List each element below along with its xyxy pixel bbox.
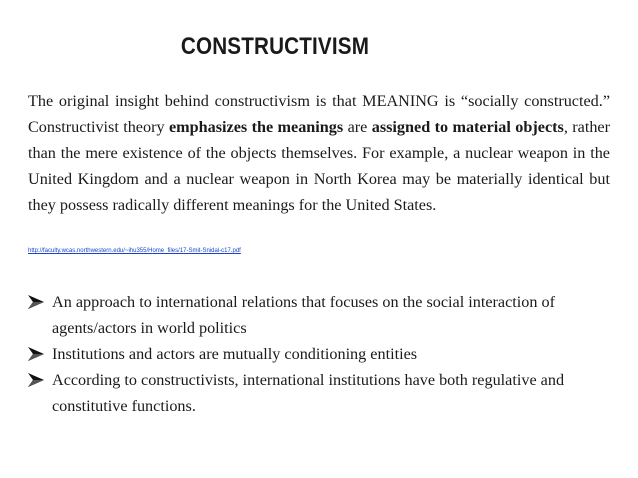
source-link[interactable]: http://faculty.wcas.northwestern.edu/~ihu355/Home_files/17-Smit-Snidal-c17.pdf	[28, 248, 241, 254]
bullet-item	[28, 341, 608, 367]
arrowhead-bullet-icon	[28, 346, 44, 362]
bullet-item	[28, 367, 608, 419]
bullet-text: Institutions and actors are mutually conditioning entities	[52, 345, 418, 363]
arrowhead-bullet-icon	[28, 372, 44, 388]
bullet-text: An approach to international relations that focuses on the social interaction of agents/actors in world politics	[52, 293, 555, 337]
paragraph-bold-1: emphasizes the meanings	[168, 118, 344, 136]
bullet-text: According to constructivists, international institutions have both regulative and constitutive functions.	[52, 371, 565, 415]
paragraph-bold-2: assigned to material objects	[371, 118, 564, 136]
slide-title: CONSTRUCTIVISM	[180, 33, 370, 60]
paragraph-text-1: The original insight behind constructivism is that MEANING is “socially constructed.” Constructivist theory	[28, 92, 610, 136]
paragraph-text-2: are	[343, 118, 372, 136]
bullet-list	[28, 289, 608, 419]
bullet-item	[28, 289, 608, 341]
paragraph-text-3: , rather than the mere existence of the objects themselves. For example, a nuclear weapon in the United Kingdom and a nuclear weapon in North Korea may be materially identical but they possess radically different meanings for the United States.	[28, 118, 610, 214]
arrowhead-bullet-icon	[28, 294, 44, 310]
intro-paragraph	[28, 88, 610, 218]
